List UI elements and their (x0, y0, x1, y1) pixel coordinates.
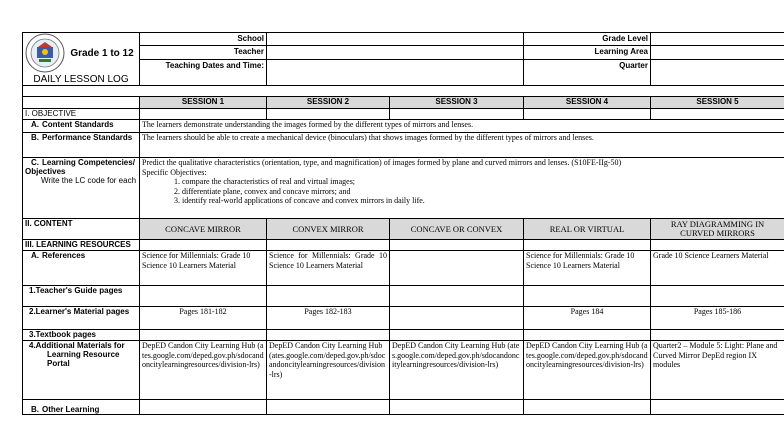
session-1-header: SESSION 1 (140, 97, 267, 109)
quarter-label: Quarter (524, 59, 651, 86)
additional-session-4: DepED Candon City Learning Hub (ates.google.com/deped.gov.ph/sdocandoncitylearningresources/division-lrs) (524, 341, 651, 400)
content-standards-label-cell: A. Content Standards (23, 120, 140, 133)
textbook-label: Textbook pages (35, 330, 96, 339)
other-cell-2 (267, 400, 390, 415)
session-4-header: SESSION 4 (524, 97, 651, 109)
tg-cell-3 (390, 286, 524, 307)
session-3-header: SESSION 3 (390, 97, 524, 109)
reference-session-4: Science for Millennials: Grade 10 Science 10 Learners Material (524, 251, 651, 286)
session-blank (23, 97, 140, 109)
content-topic-4: REAL OR VIRTUAL (524, 219, 651, 240)
teacher-label: Teacher (140, 46, 267, 59)
tg-cell-4 (524, 286, 651, 307)
content-topic-3: CONCAVE OR CONVEX (390, 219, 524, 240)
objective-cell-3 (390, 109, 524, 120)
school-label: School (140, 33, 267, 46)
learners-pages-5: Pages 185-186 (651, 307, 784, 330)
reference-session-3 (390, 251, 524, 286)
tg-cell-2 (267, 286, 390, 307)
competencies-text-cell (140, 158, 784, 219)
other-cell-1 (140, 400, 267, 415)
content-label: II. CONTENT (23, 219, 140, 240)
teacher-value[interactable] (267, 46, 524, 59)
objective-cell-2 (267, 109, 390, 120)
resources-cell-2 (267, 240, 390, 251)
content-topic-5: RAY DIAGRAMMING IN CURVED MIRRORS (651, 219, 784, 240)
additional-label-cell: 4.Additional Materials for Learning Resource Portal (23, 341, 140, 400)
content-topic-1: CONCAVE MIRROR (140, 219, 267, 240)
objective-label: I. OBJECTIVE (23, 109, 140, 120)
school-value[interactable] (267, 33, 524, 46)
tg-cell-1 (140, 286, 267, 307)
learners-pages-2: Pages 182-183 (267, 307, 390, 330)
reference-session-5: Grade 10 Science Learners Material (651, 251, 784, 286)
additional-session-3: DepED Candon City Learning Hub (ates.google.com/deped.gov.ph/sdocandoncitylearningresources/division-lrs) (390, 341, 524, 400)
tb-cell-5 (651, 330, 784, 341)
learning-area-value[interactable] (651, 46, 784, 59)
competencies-text: Predict the qualitative characteristics (orientation, type, and magnification) of images formed by plane and curved mirrors and lenses. (S10FE-IIg-50) (142, 158, 622, 167)
reference-session-1: Science for Millennials: Grade 10 Science 10 Learners Material (140, 251, 267, 286)
resources-cell-4 (524, 240, 651, 251)
learners-label: Learner's Material pages (35, 307, 130, 316)
session-5-header: SESSION 5 (651, 97, 784, 109)
daily-lesson-log (22, 32, 784, 415)
resources-cell-3 (390, 240, 524, 251)
textbook-label-cell: 3.Textbook pages (23, 330, 140, 341)
other-learning-label-cell: B. Other Learning (23, 400, 140, 415)
tb-cell-1 (140, 330, 267, 341)
tg-cell-5 (651, 286, 784, 307)
quarter-value[interactable] (651, 59, 784, 86)
deped-seal-icon (25, 33, 65, 73)
content-standards-text: The learners demonstrate understanding the images formed by the different types of mirrors and lenses. (140, 120, 784, 133)
learners-pages-4: Pages 184 (524, 307, 651, 330)
content-topic-2: CONVEX MIRROR (267, 219, 390, 240)
objective-cell-5 (651, 109, 784, 120)
lesson-log-table (22, 32, 784, 415)
grade-level-value[interactable] (651, 33, 784, 46)
dates-label: Teaching Dates and Time: (140, 59, 267, 86)
grade-level-label: Grade Level (524, 33, 651, 46)
learning-area-label: Learning Area (524, 46, 651, 59)
additional-session-2: DepED Candon City Learning Hub (ates.google.com/deped.gov.ph/sdocandoncitylearningresources/division-lrs) (267, 341, 390, 400)
objective-cell-4 (524, 109, 651, 120)
competencies-label: Learning Competencies/ Objectives (25, 158, 135, 176)
session-2-header: SESSION 2 (267, 97, 390, 109)
learners-pages-1: Pages 181-182 (140, 307, 267, 330)
specific-objectives-list (142, 177, 782, 206)
references-label: References (42, 251, 86, 260)
specific-objectives-label: Specific Objectives: (142, 167, 207, 177)
objective-cell-1 (140, 109, 267, 120)
resources-label: III. LEARNING RESOURCES (23, 240, 140, 251)
performance-text: The learners should be able to create a mechanical device (binoculars) that shows images formed by the different types of mirrors and lenses. (140, 133, 784, 158)
other-learning-label: Other Learning (42, 405, 100, 414)
other-cell-4 (524, 400, 651, 415)
performance-label-cell: B. Performance Standards (23, 133, 140, 158)
competencies-note: Write the LC code for each (41, 176, 137, 185)
tb-cell-2 (267, 330, 390, 341)
other-cell-5 (651, 400, 784, 415)
resources-cell-5 (651, 240, 784, 251)
resources-cell-1 (140, 240, 267, 251)
teachers-guide-label-cell: 1.Teacher's Guide pages (23, 286, 140, 307)
tb-cell-4 (524, 330, 651, 341)
log-title: DAILY LESSON LOG (33, 74, 129, 85)
additional-label: Additional Materials for Learning Resource Portal (35, 341, 125, 368)
specific-objective-item: 1. compare the characteristics of real and virtual images; (182, 177, 782, 187)
learners-pages-3 (390, 307, 524, 330)
learners-label-cell: 2.Learner's Material pages (23, 307, 140, 330)
performance-label: Performance Standards (42, 133, 133, 142)
additional-session-5: Quarter2 – Module 5: Light: Plane and Curved Mirror DepEd region IX modules (651, 341, 784, 400)
teachers-guide-label: Teacher's Guide pages (35, 286, 123, 295)
header-logo-cell (23, 33, 140, 86)
specific-objective-item: 3. identify real-world applications of concave and convex mirrors in daily life. (182, 196, 782, 206)
content-standards-label: Content Standards (42, 120, 114, 129)
specific-objective-item: 2. differentiate plane, convex and concave mirrors; and (182, 187, 782, 197)
tb-cell-3 (390, 330, 524, 341)
other-cell-3 (390, 400, 524, 415)
dates-value[interactable] (267, 59, 524, 86)
spacer-row (23, 86, 784, 97)
references-label-cell: A. References (23, 251, 140, 286)
competencies-label-cell: C. Learning Competencies/ Objectives Write the LC code for each (23, 158, 140, 219)
reference-session-2: Science for Millennials: Grade 10 Science 10 Learners Material (267, 251, 390, 286)
additional-session-1: DepED Candon City Learning Hub (ates.google.com/deped.gov.ph/sdocandoncitylearningresources/division-lrs) (140, 341, 267, 400)
grade-title: Grade 1 to 12 (70, 47, 134, 59)
